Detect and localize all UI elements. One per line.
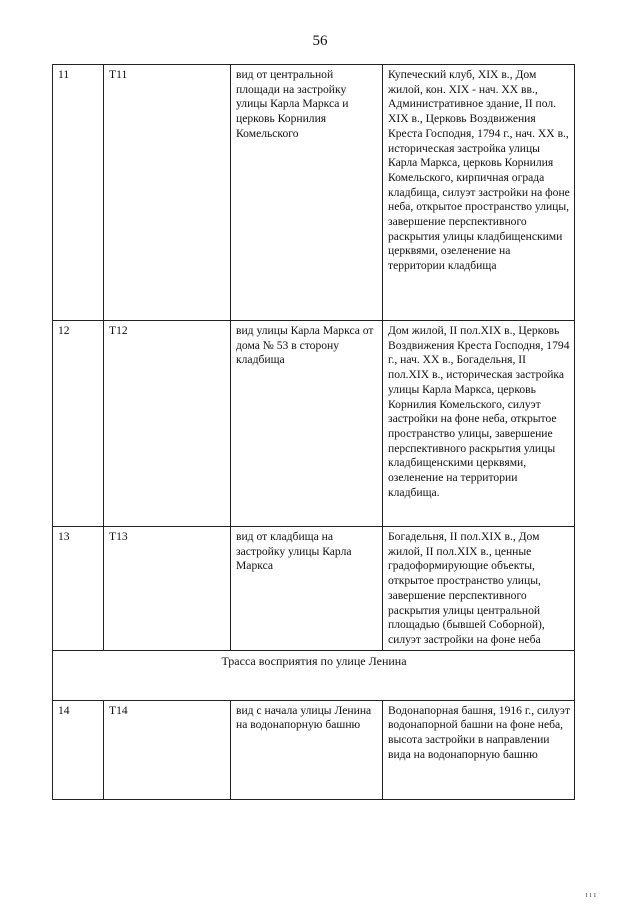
table-row [53,321,575,527]
table-row [53,65,575,321]
row-number-cell: 13 [53,527,104,651]
objects-description-cell: Водонапорная башня, 1916 г., силуэт водонапорной башни на фоне неба, высота застройки в направлении вида на водонапорную башню [383,700,575,799]
point-code-cell: Т14 [104,700,231,799]
section-header-row [53,650,575,700]
row-number-cell: 11 [53,65,104,321]
section-title: Трасса восприятия по улице Ленина [53,650,575,700]
table-row [53,700,575,799]
view-description-cell: вид улицы Карла Маркса от дома № 53 в сторону кладбища [231,321,383,527]
objects-description-cell: Дом жилой, II пол.XIX в., Церковь Воздвижения Креста Господня, 1794 г., нач. XX в., Богадельня, II пол.XIX в., историческая застройка улицы Карла Маркса, церковь Корнилия Комельского, силуэт застройки на фоне неба, открытое пространство улицы, завершение перспективного раскрытия улицы кладбищенскими церквями, озеленение на территории кладбища. [383,321,575,527]
point-code-cell: Т11 [104,65,231,321]
view-description-cell: вид с начала улицы Ленина на водонапорную башню [231,700,383,799]
view-description-cell: вид от кладбища на застройку улицы Карла Маркса [231,527,383,651]
scan-mark: ııı [585,890,598,899]
table-row [53,527,575,651]
row-number-cell: 14 [53,700,104,799]
point-code-cell: Т13 [104,527,231,651]
objects-description-cell: Богадельня, II пол.XIX в., Дом жилой, II пол.XIX в., ценные градоформирующие объекты, открытое пространство улицы, завершение перспективного раскрытия улицы центральной площадью (бывшей Соборной), силуэт застройки на фоне неба [383,527,575,651]
point-code-cell: Т12 [104,321,231,527]
row-number-cell: 12 [53,321,104,527]
objects-description-cell: Купеческий клуб, XIX в., Дом жилой, кон. XIX - нач. XX вв., Административное здание, II пол. XIX в., Церковь Воздвижения Креста Господня, 1794 г., нач. XX в., историческая застройка улицы Карла Маркса, церковь Корнилия Комельского, кирпичная ограда кладбища, силуэт застройки на фоне неба, открытое пространство улицы, завершение перспективного раскрытия улицы кладбищенскими церквями, озеленение на территории кладбища [383,65,575,321]
heritage-views-table [52,64,575,800]
view-description-cell: вид от центральной площади на застройку улицы Карла Маркса и церковь Корнилия Комельского [231,65,383,321]
page-number: 56 [312,33,328,49]
